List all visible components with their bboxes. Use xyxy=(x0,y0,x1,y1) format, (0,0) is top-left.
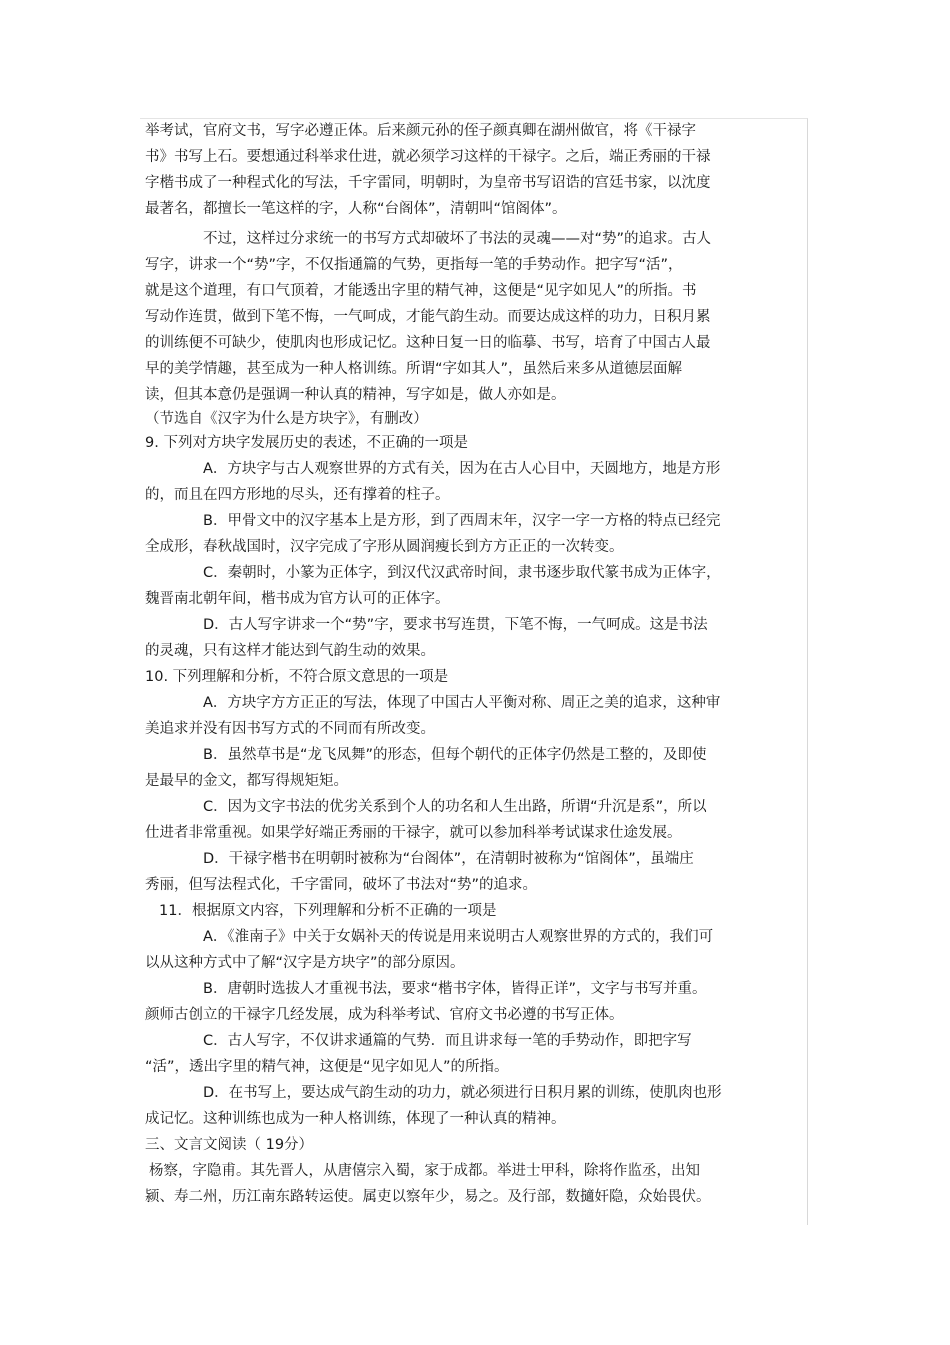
option-text: 以从这种方式中了解“汉字是方块字”的部分原因。 xyxy=(145,955,465,971)
document-content xyxy=(145,118,745,1210)
option-a[interactable] xyxy=(145,456,745,508)
option-text: 成记忆。这种训练也成为一种人格训练，体现了一种认真的精神。 xyxy=(145,1111,566,1127)
option-text: 仕进者非常重视。如果学好端正秀丽的干禄字，就可以参加科举考试谋求仕途发展。 xyxy=(145,825,682,841)
text-line: 写动作连贯，做到下笔不悔，一气呵成，才能气韵生动。而要达成这样的功力，日积月累 xyxy=(145,309,711,325)
option-a[interactable] xyxy=(145,924,745,976)
section-classical-reading xyxy=(145,1132,745,1210)
option-text: B．虽然草书是“龙飞凤舞”的形态，但每个朝代的正体字仍然是工整的，及即使 xyxy=(203,747,707,763)
text-line: 就是这个道理，有口气顶着，才能透出字里的精气神，这便是“见字如见人”的所指。书 xyxy=(145,283,697,299)
option-text: A．方块字方方正正的写法，体现了中国古人平衡对称、周正之美的追求，这种审 xyxy=(203,695,721,711)
text-line: 字楷书成了一种程式化的写法，千字雷同，明朝时，为皇帝书写诏诰的宫廷书家，以沈度 xyxy=(145,175,711,191)
text-line: 颍、寿二州，历江南东路转运使。属吏以察年少，易之。及行部，数擿奸隐，众始畏伏。 xyxy=(145,1189,711,1205)
option-text: D．干禄字楷书在明朝时被称为“台阁体”，在清朝时被称为“馆阁体”，虽端庄 xyxy=(203,851,694,867)
option-c[interactable] xyxy=(145,560,745,612)
passage-paragraph-2 xyxy=(145,226,745,408)
option-d[interactable] xyxy=(145,1080,745,1132)
option-a[interactable] xyxy=(145,690,745,742)
option-text: A．方块字与古人观察世界的方式有关，因为在古人心目中，天圆地方，地是方形 xyxy=(203,461,721,477)
text-line: 写字，讲求一个“势”字，不仅指通篇的气势，更指每一笔的手势动作。把字写“活”， xyxy=(145,257,683,273)
text-line: 最著名，都擅长一笔这样的字，人称“台阁体”，清朝叫“馆阁体”。 xyxy=(145,201,567,217)
option-d[interactable] xyxy=(145,612,745,664)
option-text: D．古人写字讲求一个“势”字，要求书写连贯，下笔不悔，一气呵成。这是书法 xyxy=(203,617,708,633)
question-10 xyxy=(145,664,745,898)
text-line: 早的美学情趣，甚至成为一种人格训练。所谓“字如其人”，虽然后来多从道德层面解 xyxy=(145,361,683,377)
option-c[interactable] xyxy=(145,794,745,846)
option-text: C．秦朝时，小篆为正体字，到汉代汉武帝时间，隶书逐步取代篆书成为正体字， xyxy=(203,565,721,581)
option-b[interactable] xyxy=(145,742,745,794)
text-line: 书》书写上石。要想通过科举求仕进，就必须学习这样的干禄字。之后，端正秀丽的干禄 xyxy=(145,149,711,165)
option-text: C．古人写字，不仅讲求通篇的气势．而且讲求每一笔的手势动作，即把字写 xyxy=(203,1033,692,1049)
option-d[interactable] xyxy=(145,846,745,898)
option-text: C．因为文字书法的优劣关系到个人的功名和人生出路，所谓“升沉是系”，所以 xyxy=(203,799,707,815)
section-heading: 三、文言文阅读（ 19分） xyxy=(145,1137,314,1153)
question-stem: 10. 下列理解和分析，不符合原文意思的一项是 xyxy=(145,669,449,685)
option-c[interactable] xyxy=(145,1028,745,1080)
option-text: A．《淮南子》中关于女娲补天的传说是用来说明古人观察世界的方式的，我们可 xyxy=(203,929,714,945)
question-9 xyxy=(145,430,745,664)
option-b[interactable] xyxy=(145,508,745,560)
passage-source: （节选自《汉字为什么是方块字》，有删改） xyxy=(145,411,428,427)
question-11 xyxy=(145,898,745,1132)
option-text: B．甲骨文中的汉字基本上是方形，到了西周末年，汉字一字一方格的特点已经完 xyxy=(203,513,721,529)
option-b[interactable] xyxy=(145,976,745,1028)
option-text: B．唐朝时选拔人才重视书法，要求“楷书字体，皆得正详”，文字与书写并重。 xyxy=(203,981,707,997)
option-text: 的，而且在四方形地的尽头，还有撑着的柱子。 xyxy=(145,487,450,503)
option-text: 是最早的金文，都写得规矩矩。 xyxy=(145,773,348,789)
passage-paragraph-1 xyxy=(145,118,745,222)
question-stem: 11．根据原文内容，下列理解和分析不正确的一项是 xyxy=(159,903,497,919)
option-text: 颜师古创立的干禄字几经发展，成为科举考试、官府文书必遵的书写正体。 xyxy=(145,1007,624,1023)
option-text: 的灵魂，只有这样才能达到气韵生动的效果。 xyxy=(145,643,435,659)
question-stem: 9. 下列对方块字发展历史的表述，不正确的一项是 xyxy=(145,435,468,451)
option-text: 魏晋南北朝年间，楷书成为官方认可的正体字。 xyxy=(145,591,450,607)
text-line: 杨察，字隐甫。其先晋人，从唐僖宗入蜀，家于成都。举进士甲科，除将作监丞，出知 xyxy=(149,1163,700,1179)
option-text: 美追求并没有因书写方式的不同而有所改变。 xyxy=(145,721,435,737)
text-line: 不过，这样过分求统一的书写方式却破坏了书法的灵魂——对“势”的追求。古人 xyxy=(203,231,712,247)
option-text: 全成形，春秋战国时，汉字完成了字形从圆润瘦长到方方正正的一次转变。 xyxy=(145,539,624,555)
option-text: 秀丽，但写法程式化，千字雷同，破坏了书法对“势”的追求。 xyxy=(145,877,538,893)
text-line: 读，但其本意仍是强调一种认真的精神，写字如是，做人亦如是。 xyxy=(145,387,566,403)
text-line: 的训练便不可缺少，使肌肉也形成记忆。这种日复一日的临摹、书写，培育了中国古人最 xyxy=(145,335,711,351)
option-text: D．在书写上，要达成气韵生动的功力，就必须进行日积月累的训练，使肌肉也形 xyxy=(203,1085,722,1101)
text-line: 举考试，官府文书，写字必遵正体。后来颜元孙的侄子颜真卿在湖州做官，将《干禄字 xyxy=(145,123,696,139)
option-text: “活”，透出字里的精气神，这便是“见字如见人”的所指。 xyxy=(145,1059,509,1075)
